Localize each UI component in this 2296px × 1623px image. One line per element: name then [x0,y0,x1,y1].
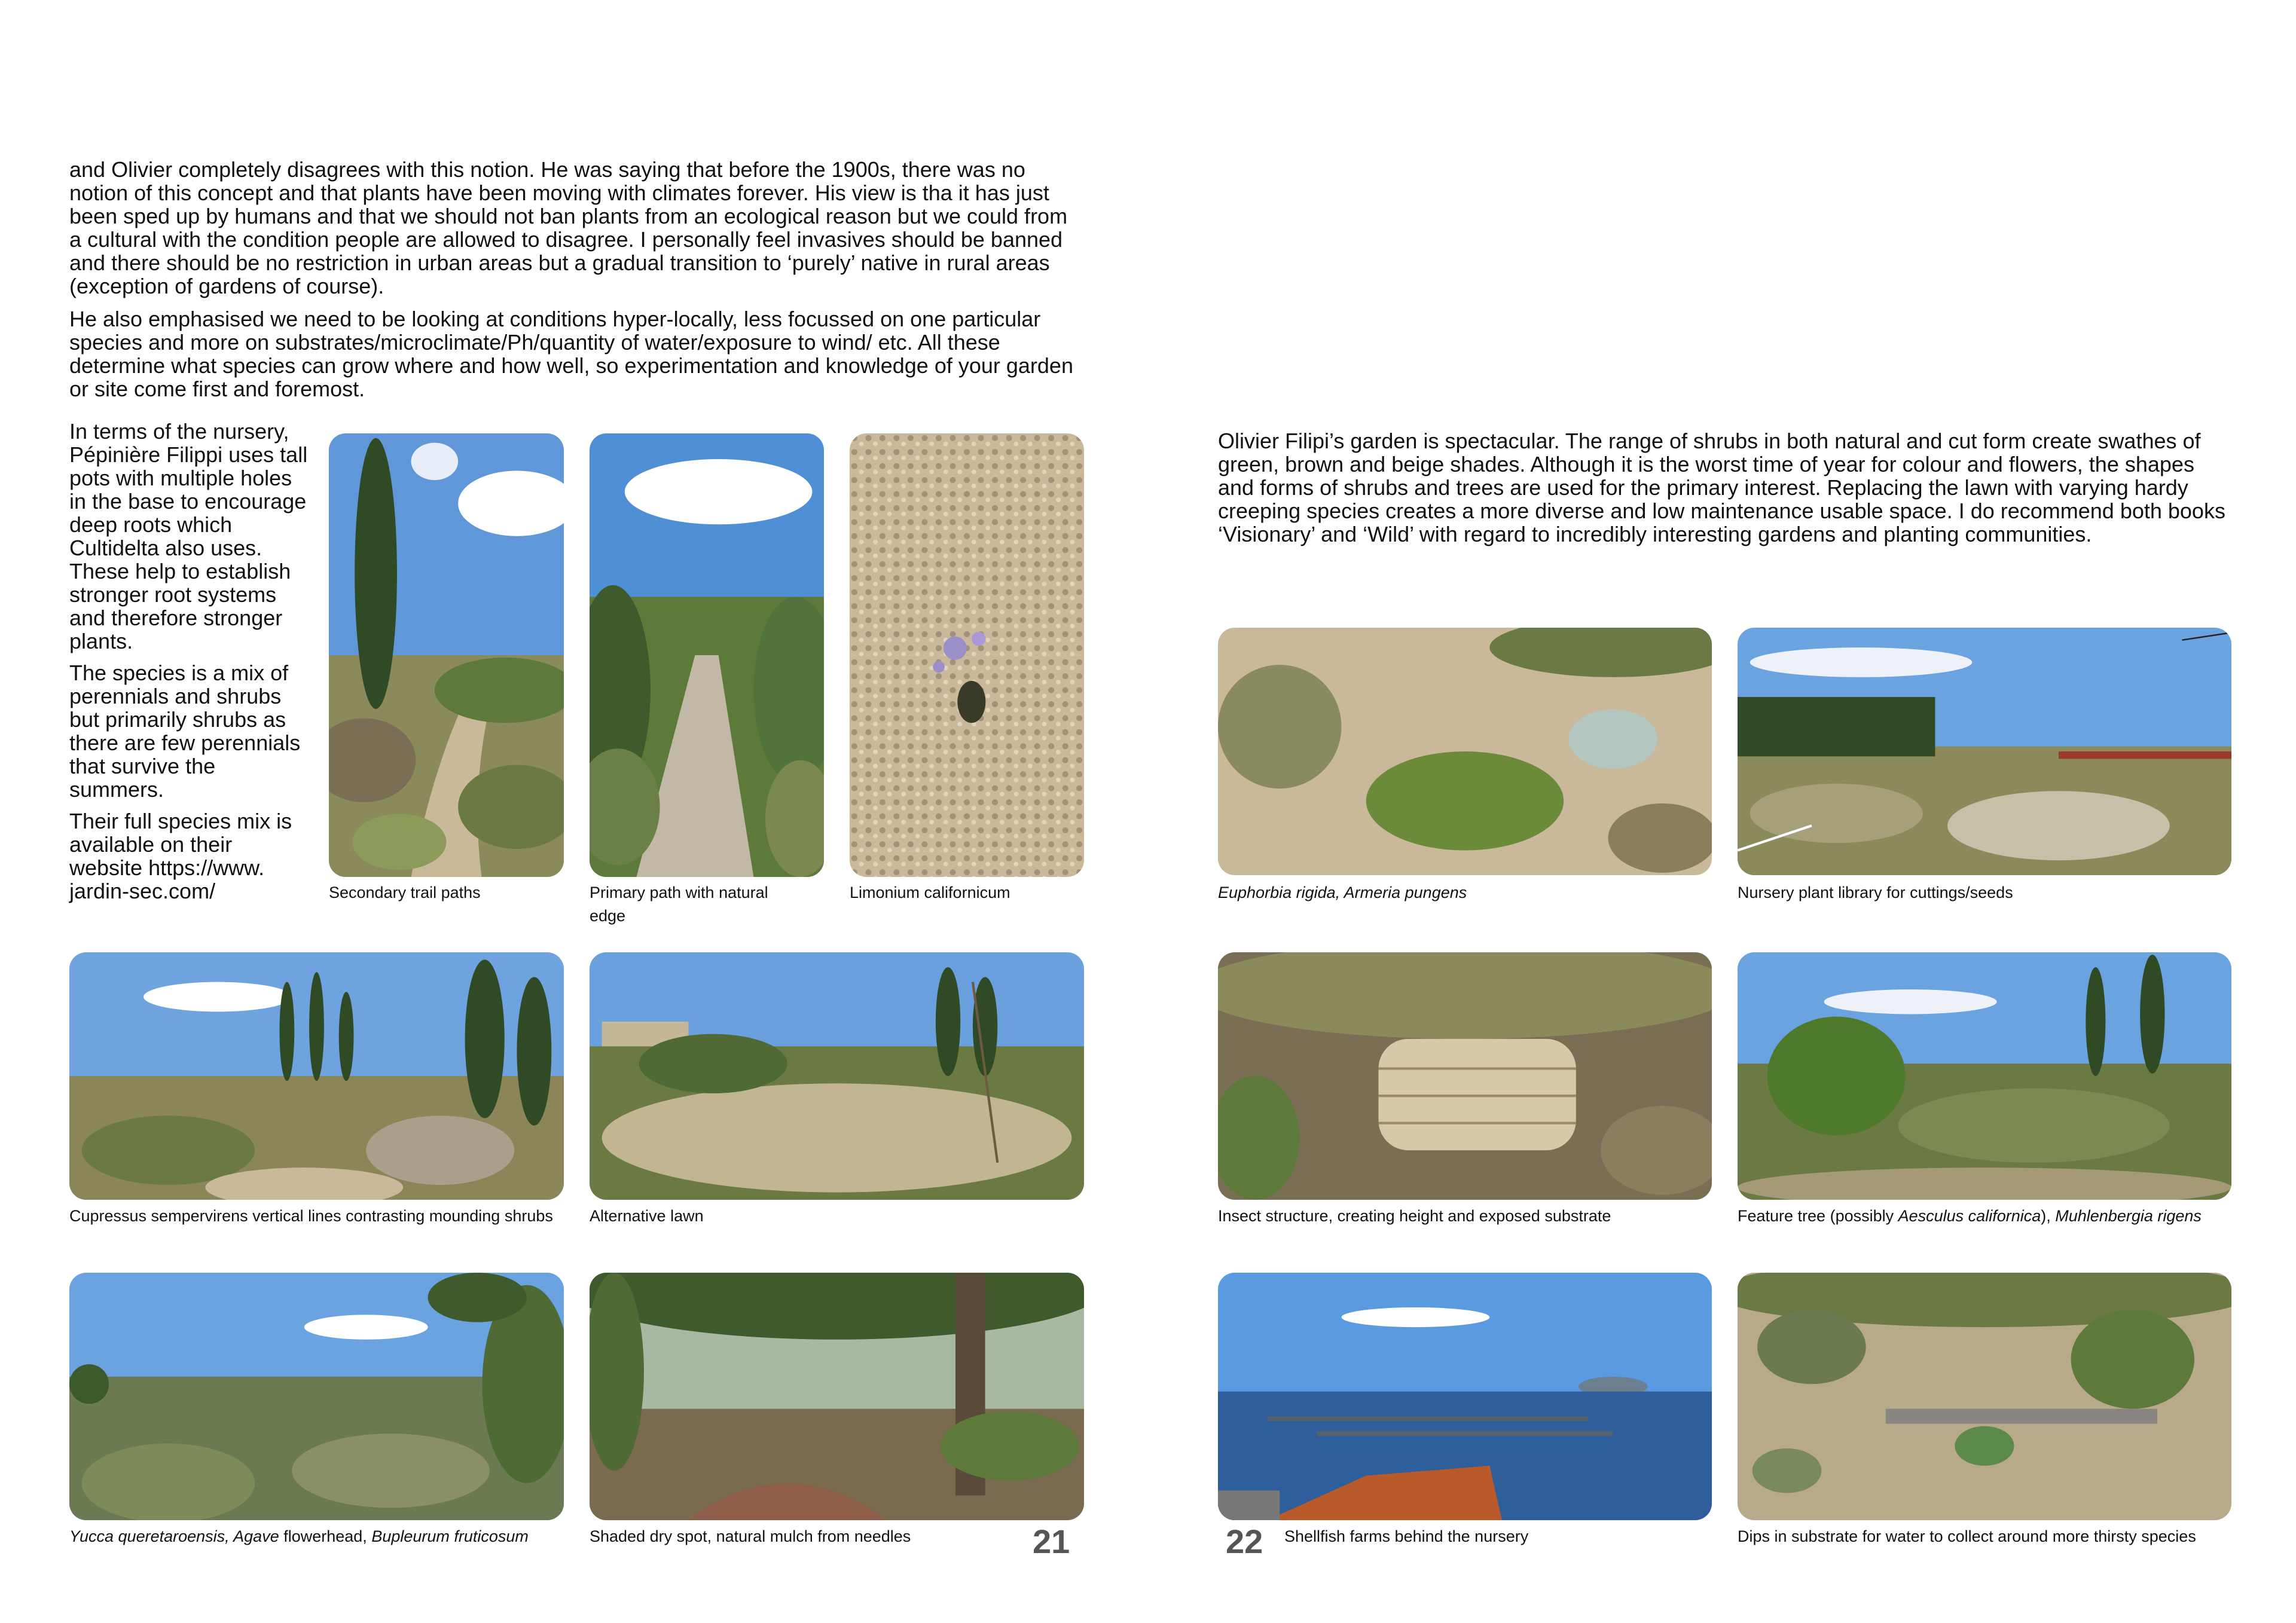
photo-alternative-lawn [590,952,1084,1200]
intro-paragraph-1: and Olivier completely disagrees with this notion. He was saying that before the 1900s, there was no notion of this concept and that plants have been moving with climates forever. His view is tha it has just been sped up by humans and that we should not ban plants from an ecological reason but we could from a cultural with the condition people are allowed to disagree. I personally feel invasives should be banned and there should be no restriction in urban areas but a gradual transition to ‘purely’ native in rural areas (exception of gardens of course). [69,157,1068,298]
side-paragraph-3: Their full species mix is available on their website https://www. jardin-sec.com/ [69,809,292,903]
photo-yucca [69,1273,564,1520]
photo-euphorbia [1218,628,1712,875]
page-number-left: 21 [1033,1523,1070,1560]
left-side-text [69,420,309,911]
right-intro-paragraph: Olivier Filipi’s garden is spectacular. The range of shrubs in both natural and cut form create swathes of green, brown and beige shades. Although it is the worst time of year for colour and flowers, the shapes and forms of shrubs and trees are used for the primary interest. Replacing the lawn with varying hardy creeping species creates a more diverse and low maintenance usable space. I do recommend both books ‘Visionary’ and ‘Wild’ with regard to incredibly interesting gardens and planting communities. [1218,429,2225,546]
photo-limonium [850,433,1084,877]
photo-feature-tree [1738,952,2231,1200]
caption-dips-substrate: Dips in substrate for water to collect around more thirsty species [1738,1527,2196,1545]
photo-shaded-dry-spot [590,1273,1084,1520]
caption-primary-path: Primary path with natural edge [590,884,768,925]
caption-nursery-library: Nursery plant library for cuttings/seeds [1738,884,2013,901]
caption-secondary-trail: Secondary trail paths [329,884,481,901]
page-number-right: 22 [1226,1523,1263,1560]
photo-primary-path [590,433,824,877]
side-paragraph-1: In terms of the nursery, Pépinière Filippi uses tall pots with multiple holes in the base to encourage deep roots which Cultidelta also uses. These help to establish stronger root systems and therefore stronger plants. [69,419,308,653]
caption-feature-muhlenbergia: Muhlenbergia rigens [2055,1207,2202,1225]
photo-secondary-trail [329,433,564,877]
caption-insect-structure: Insect structure, creating height and exposed substrate [1218,1207,1611,1225]
caption-euphorbia: Euphorbia rigida, Armeria pungens [1218,884,1467,901]
caption-feature-aesculus: Aesculus californica [1898,1207,2041,1225]
right-intro-text [1218,429,2234,546]
caption-feature-part-3: ), [2041,1207,2056,1225]
caption-alternative-lawn: Alternative lawn [590,1207,704,1225]
caption-shellfish-farms: Shellfish farms behind the nursery [1284,1527,1529,1545]
side-paragraph-2: The species is a mix of perennials and shrubs but primarily shrubs as there are few perennials that survive the summers. [69,661,301,802]
caption-feature-part-1: Feature tree (possibly [1738,1207,1898,1225]
caption-cupressus: Cupressus sempervirens vertical lines contrasting mounding shrubs [69,1207,553,1225]
photo-dips-substrate [1738,1273,2231,1520]
photo-nursery-library [1738,628,2231,875]
photo-cupressus [69,952,564,1200]
photo-shellfish-farms [1218,1273,1712,1520]
intro-paragraph-2: He also emphasised we need to be looking at conditions hyper-locally, less focussed on one particular species and more on substrates/microclimate/Ph/quantity of water/exposure to wind/ etc. All these determine what species can grow where and how well, so experimentation and knowledge of your garden or site come first and foremost. [69,307,1073,401]
caption-yucca-species: Yucca queretaroensis, Agave [69,1527,279,1545]
caption-limonium: Limonium californicum [850,884,1010,901]
caption-yucca-mid: flowerhead, [279,1527,372,1545]
caption-shaded-dry-spot: Shaded dry spot, natural mulch from needles [590,1527,911,1545]
caption-yucca-bupleurum: Bupleurum fruticosum [371,1527,529,1545]
left-intro-text [69,158,1080,401]
caption-yucca [69,1525,564,1548]
photo-insect-structure [1218,952,1712,1200]
caption-feature-tree [1738,1205,2231,1228]
